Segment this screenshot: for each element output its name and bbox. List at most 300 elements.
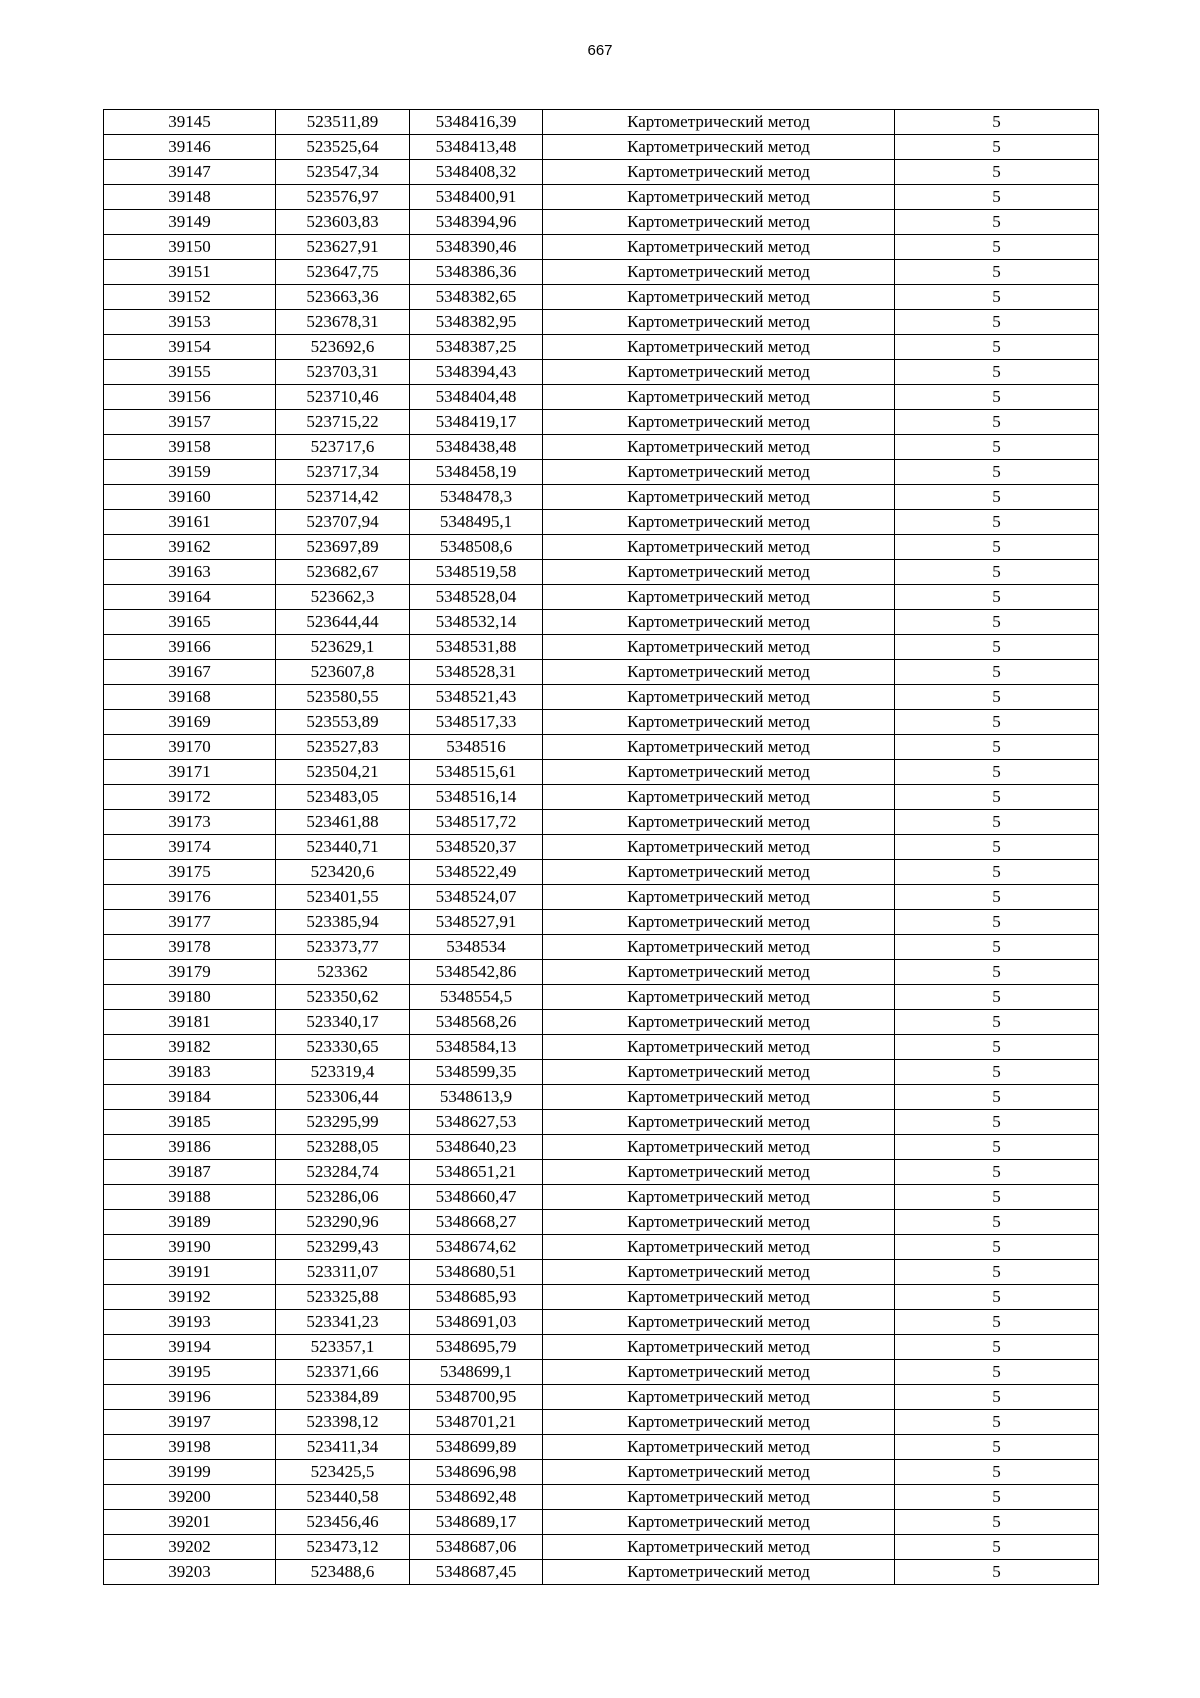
method-cell: Картометрический метод xyxy=(543,610,895,635)
point-number-cell: 39203 xyxy=(104,1560,276,1585)
point-number-cell: 39153 xyxy=(104,310,276,335)
point-number-cell: 39182 xyxy=(104,1035,276,1060)
x-coordinate-cell: 523607,8 xyxy=(276,660,410,685)
x-coordinate-cell: 523330,65 xyxy=(276,1035,410,1060)
table-row xyxy=(104,1210,1099,1235)
point-number-cell: 39172 xyxy=(104,785,276,810)
y-coordinate-cell: 5348404,48 xyxy=(410,385,543,410)
x-coordinate-cell: 523703,31 xyxy=(276,360,410,385)
accuracy-cell: 5 xyxy=(895,160,1099,185)
point-number-cell: 39160 xyxy=(104,485,276,510)
method-cell: Картометрический метод xyxy=(543,835,895,860)
table-row xyxy=(104,1510,1099,1535)
point-number-cell: 39175 xyxy=(104,860,276,885)
x-coordinate-cell: 523644,44 xyxy=(276,610,410,635)
y-coordinate-cell: 5348701,21 xyxy=(410,1410,543,1435)
y-coordinate-cell: 5348458,19 xyxy=(410,460,543,485)
x-coordinate-cell: 523473,12 xyxy=(276,1535,410,1560)
table-row xyxy=(104,1535,1099,1560)
table-row xyxy=(104,1060,1099,1085)
point-number-cell: 39188 xyxy=(104,1185,276,1210)
accuracy-cell: 5 xyxy=(895,785,1099,810)
point-number-cell: 39167 xyxy=(104,660,276,685)
x-coordinate-cell: 523580,55 xyxy=(276,685,410,710)
point-number-cell: 39156 xyxy=(104,385,276,410)
point-number-cell: 39194 xyxy=(104,1335,276,1360)
accuracy-cell: 5 xyxy=(895,1360,1099,1385)
accuracy-cell: 5 xyxy=(895,235,1099,260)
y-coordinate-cell: 5348495,1 xyxy=(410,510,543,535)
x-coordinate-cell: 523525,64 xyxy=(276,135,410,160)
x-coordinate-cell: 523411,34 xyxy=(276,1435,410,1460)
method-cell: Картометрический метод xyxy=(543,910,895,935)
accuracy-cell: 5 xyxy=(895,935,1099,960)
method-cell: Картометрический метод xyxy=(543,1110,895,1135)
table-row xyxy=(104,1410,1099,1435)
y-coordinate-cell: 5348542,86 xyxy=(410,960,543,985)
x-coordinate-cell: 523385,94 xyxy=(276,910,410,935)
x-coordinate-cell: 523288,05 xyxy=(276,1135,410,1160)
table-row xyxy=(104,1035,1099,1060)
method-cell: Картометрический метод xyxy=(543,110,895,135)
table-row xyxy=(104,235,1099,260)
coordinates-table xyxy=(103,109,1099,1585)
accuracy-cell: 5 xyxy=(895,210,1099,235)
x-coordinate-cell: 523371,66 xyxy=(276,1360,410,1385)
point-number-cell: 39163 xyxy=(104,560,276,585)
accuracy-cell: 5 xyxy=(895,1260,1099,1285)
method-cell: Картометрический метод xyxy=(543,360,895,385)
method-cell: Картометрический метод xyxy=(543,435,895,460)
point-number-cell: 39189 xyxy=(104,1210,276,1235)
y-coordinate-cell: 5348478,3 xyxy=(410,485,543,510)
accuracy-cell: 5 xyxy=(895,685,1099,710)
y-coordinate-cell: 5348419,17 xyxy=(410,410,543,435)
accuracy-cell: 5 xyxy=(895,1035,1099,1060)
y-coordinate-cell: 5348382,95 xyxy=(410,310,543,335)
y-coordinate-cell: 5348668,27 xyxy=(410,1210,543,1235)
point-number-cell: 39180 xyxy=(104,985,276,1010)
table-row xyxy=(104,385,1099,410)
table-row xyxy=(104,1285,1099,1310)
point-number-cell: 39176 xyxy=(104,885,276,910)
y-coordinate-cell: 5348382,65 xyxy=(410,285,543,310)
y-coordinate-cell: 5348528,31 xyxy=(410,660,543,685)
x-coordinate-cell: 523714,42 xyxy=(276,485,410,510)
table-row xyxy=(104,560,1099,585)
point-number-cell: 39170 xyxy=(104,735,276,760)
y-coordinate-cell: 5348651,21 xyxy=(410,1160,543,1185)
y-coordinate-cell: 5348528,04 xyxy=(410,585,543,610)
x-coordinate-cell: 523295,99 xyxy=(276,1110,410,1135)
table-row xyxy=(104,1010,1099,1035)
point-number-cell: 39162 xyxy=(104,535,276,560)
point-number-cell: 39154 xyxy=(104,335,276,360)
accuracy-cell: 5 xyxy=(895,1385,1099,1410)
method-cell: Картометрический метод xyxy=(543,385,895,410)
table-row xyxy=(104,860,1099,885)
x-coordinate-cell: 523311,07 xyxy=(276,1260,410,1285)
table-row xyxy=(104,285,1099,310)
x-coordinate-cell: 523715,22 xyxy=(276,410,410,435)
x-coordinate-cell: 523527,83 xyxy=(276,735,410,760)
y-coordinate-cell: 5348516,14 xyxy=(410,785,543,810)
y-coordinate-cell: 5348516 xyxy=(410,735,543,760)
table-row xyxy=(104,685,1099,710)
point-number-cell: 39197 xyxy=(104,1410,276,1435)
accuracy-cell: 5 xyxy=(895,1085,1099,1110)
table-row xyxy=(104,485,1099,510)
x-coordinate-cell: 523488,6 xyxy=(276,1560,410,1585)
y-coordinate-cell: 5348534 xyxy=(410,935,543,960)
x-coordinate-cell: 523603,83 xyxy=(276,210,410,235)
accuracy-cell: 5 xyxy=(895,1435,1099,1460)
x-coordinate-cell: 523325,88 xyxy=(276,1285,410,1310)
x-coordinate-cell: 523420,6 xyxy=(276,860,410,885)
method-cell: Картометрический метод xyxy=(543,185,895,210)
y-coordinate-cell: 5348524,07 xyxy=(410,885,543,910)
table-row xyxy=(104,1110,1099,1135)
accuracy-cell: 5 xyxy=(895,285,1099,310)
x-coordinate-cell: 523707,94 xyxy=(276,510,410,535)
x-coordinate-cell: 523483,05 xyxy=(276,785,410,810)
y-coordinate-cell: 5348520,37 xyxy=(410,835,543,860)
x-coordinate-cell: 523682,67 xyxy=(276,560,410,585)
point-number-cell: 39155 xyxy=(104,360,276,385)
y-coordinate-cell: 5348390,46 xyxy=(410,235,543,260)
y-coordinate-cell: 5348522,49 xyxy=(410,860,543,885)
point-number-cell: 39186 xyxy=(104,1135,276,1160)
x-coordinate-cell: 523504,21 xyxy=(276,760,410,785)
accuracy-cell: 5 xyxy=(895,1010,1099,1035)
x-coordinate-cell: 523629,1 xyxy=(276,635,410,660)
table-row xyxy=(104,985,1099,1010)
y-coordinate-cell: 5348696,98 xyxy=(410,1460,543,1485)
accuracy-cell: 5 xyxy=(895,710,1099,735)
y-coordinate-cell: 5348527,91 xyxy=(410,910,543,935)
y-coordinate-cell: 5348692,48 xyxy=(410,1485,543,1510)
table-row xyxy=(104,210,1099,235)
accuracy-cell: 5 xyxy=(895,635,1099,660)
y-coordinate-cell: 5348689,17 xyxy=(410,1510,543,1535)
accuracy-cell: 5 xyxy=(895,810,1099,835)
method-cell: Картометрический метод xyxy=(543,1410,895,1435)
y-coordinate-cell: 5348640,23 xyxy=(410,1135,543,1160)
accuracy-cell: 5 xyxy=(895,1535,1099,1560)
table-row xyxy=(104,810,1099,835)
y-coordinate-cell: 5348568,26 xyxy=(410,1010,543,1035)
point-number-cell: 39171 xyxy=(104,760,276,785)
method-cell: Картометрический метод xyxy=(543,685,895,710)
method-cell: Картометрический метод xyxy=(543,1510,895,1535)
point-number-cell: 39161 xyxy=(104,510,276,535)
y-coordinate-cell: 5348687,45 xyxy=(410,1560,543,1585)
point-number-cell: 39151 xyxy=(104,260,276,285)
method-cell: Картометрический метод xyxy=(543,285,895,310)
x-coordinate-cell: 523401,55 xyxy=(276,885,410,910)
point-number-cell: 39169 xyxy=(104,710,276,735)
y-coordinate-cell: 5348599,35 xyxy=(410,1060,543,1085)
table-row xyxy=(104,1485,1099,1510)
accuracy-cell: 5 xyxy=(895,1160,1099,1185)
table-row xyxy=(104,610,1099,635)
table-row xyxy=(104,960,1099,985)
accuracy-cell: 5 xyxy=(895,510,1099,535)
x-coordinate-cell: 523553,89 xyxy=(276,710,410,735)
method-cell: Картометрический метод xyxy=(543,1335,895,1360)
point-number-cell: 39192 xyxy=(104,1285,276,1310)
y-coordinate-cell: 5348394,43 xyxy=(410,360,543,385)
table-row xyxy=(104,935,1099,960)
table-row xyxy=(104,1360,1099,1385)
accuracy-cell: 5 xyxy=(895,185,1099,210)
y-coordinate-cell: 5348584,13 xyxy=(410,1035,543,1060)
method-cell: Картометрический метод xyxy=(543,1560,895,1585)
y-coordinate-cell: 5348699,89 xyxy=(410,1435,543,1460)
x-coordinate-cell: 523547,34 xyxy=(276,160,410,185)
point-number-cell: 39150 xyxy=(104,235,276,260)
method-cell: Картометрический метод xyxy=(543,1185,895,1210)
method-cell: Картометрический метод xyxy=(543,1010,895,1035)
accuracy-cell: 5 xyxy=(895,410,1099,435)
y-coordinate-cell: 5348515,61 xyxy=(410,760,543,785)
accuracy-cell: 5 xyxy=(895,1485,1099,1510)
point-number-cell: 39196 xyxy=(104,1385,276,1410)
point-number-cell: 39174 xyxy=(104,835,276,860)
y-coordinate-cell: 5348627,53 xyxy=(410,1110,543,1135)
x-coordinate-cell: 523357,1 xyxy=(276,1335,410,1360)
method-cell: Картометрический метод xyxy=(543,1485,895,1510)
point-number-cell: 39199 xyxy=(104,1460,276,1485)
x-coordinate-cell: 523576,97 xyxy=(276,185,410,210)
accuracy-cell: 5 xyxy=(895,435,1099,460)
table-row xyxy=(104,1460,1099,1485)
page-number: 667 xyxy=(587,42,613,59)
point-number-cell: 39195 xyxy=(104,1360,276,1385)
accuracy-cell: 5 xyxy=(895,610,1099,635)
method-cell: Картометрический метод xyxy=(543,1160,895,1185)
method-cell: Картометрический метод xyxy=(543,310,895,335)
point-number-cell: 39200 xyxy=(104,1485,276,1510)
method-cell: Картометрический метод xyxy=(543,785,895,810)
table-row xyxy=(104,835,1099,860)
accuracy-cell: 5 xyxy=(895,1110,1099,1135)
method-cell: Картометрический метод xyxy=(543,1285,895,1310)
point-number-cell: 39185 xyxy=(104,1110,276,1135)
accuracy-cell: 5 xyxy=(895,1185,1099,1210)
method-cell: Картометрический метод xyxy=(543,135,895,160)
table-row xyxy=(104,635,1099,660)
table-row xyxy=(104,885,1099,910)
point-number-cell: 39181 xyxy=(104,1010,276,1035)
y-coordinate-cell: 5348687,06 xyxy=(410,1535,543,1560)
method-cell: Картометрический метод xyxy=(543,985,895,1010)
x-coordinate-cell: 523362 xyxy=(276,960,410,985)
x-coordinate-cell: 523678,31 xyxy=(276,310,410,335)
accuracy-cell: 5 xyxy=(895,335,1099,360)
y-coordinate-cell: 5348680,51 xyxy=(410,1260,543,1285)
method-cell: Картометрический метод xyxy=(543,760,895,785)
y-coordinate-cell: 5348408,32 xyxy=(410,160,543,185)
accuracy-cell: 5 xyxy=(895,1310,1099,1335)
accuracy-cell: 5 xyxy=(895,110,1099,135)
table-row xyxy=(104,460,1099,485)
table-row xyxy=(104,1310,1099,1335)
accuracy-cell: 5 xyxy=(895,760,1099,785)
table-row xyxy=(104,1260,1099,1285)
x-coordinate-cell: 523341,23 xyxy=(276,1310,410,1335)
point-number-cell: 39157 xyxy=(104,410,276,435)
table-row xyxy=(104,660,1099,685)
method-cell: Картометрический метод xyxy=(543,1235,895,1260)
method-cell: Картометрический метод xyxy=(543,160,895,185)
method-cell: Картометрический метод xyxy=(543,1035,895,1060)
table-row xyxy=(104,1435,1099,1460)
method-cell: Картометрический метод xyxy=(543,260,895,285)
x-coordinate-cell: 523717,6 xyxy=(276,435,410,460)
method-cell: Картометрический метод xyxy=(543,1260,895,1285)
y-coordinate-cell: 5348691,03 xyxy=(410,1310,543,1335)
method-cell: Картометрический метод xyxy=(543,960,895,985)
method-cell: Картометрический метод xyxy=(543,560,895,585)
table-row xyxy=(104,260,1099,285)
method-cell: Картометрический метод xyxy=(543,1310,895,1335)
x-coordinate-cell: 523647,75 xyxy=(276,260,410,285)
y-coordinate-cell: 5348416,39 xyxy=(410,110,543,135)
accuracy-cell: 5 xyxy=(895,385,1099,410)
table-row xyxy=(104,1135,1099,1160)
table-row xyxy=(104,510,1099,535)
y-coordinate-cell: 5348660,47 xyxy=(410,1185,543,1210)
y-coordinate-cell: 5348508,6 xyxy=(410,535,543,560)
point-number-cell: 39164 xyxy=(104,585,276,610)
x-coordinate-cell: 523697,89 xyxy=(276,535,410,560)
table-row xyxy=(104,1160,1099,1185)
y-coordinate-cell: 5348413,48 xyxy=(410,135,543,160)
accuracy-cell: 5 xyxy=(895,910,1099,935)
y-coordinate-cell: 5348532,14 xyxy=(410,610,543,635)
method-cell: Картометрический метод xyxy=(543,1135,895,1160)
method-cell: Картометрический метод xyxy=(543,635,895,660)
accuracy-cell: 5 xyxy=(895,460,1099,485)
table-row xyxy=(104,585,1099,610)
point-number-cell: 39183 xyxy=(104,1060,276,1085)
method-cell: Картометрический метод xyxy=(543,1460,895,1485)
method-cell: Картометрический метод xyxy=(543,710,895,735)
x-coordinate-cell: 523663,36 xyxy=(276,285,410,310)
point-number-cell: 39158 xyxy=(104,435,276,460)
x-coordinate-cell: 523290,96 xyxy=(276,1210,410,1235)
point-number-cell: 39147 xyxy=(104,160,276,185)
accuracy-cell: 5 xyxy=(895,1510,1099,1535)
x-coordinate-cell: 523692,6 xyxy=(276,335,410,360)
table-row xyxy=(104,435,1099,460)
point-number-cell: 39178 xyxy=(104,935,276,960)
accuracy-cell: 5 xyxy=(895,1460,1099,1485)
table-row xyxy=(104,1335,1099,1360)
accuracy-cell: 5 xyxy=(895,1285,1099,1310)
table-row xyxy=(104,735,1099,760)
accuracy-cell: 5 xyxy=(895,360,1099,385)
table-row xyxy=(104,135,1099,160)
x-coordinate-cell: 523299,43 xyxy=(276,1235,410,1260)
point-number-cell: 39193 xyxy=(104,1310,276,1335)
accuracy-cell: 5 xyxy=(895,1560,1099,1585)
x-coordinate-cell: 523319,4 xyxy=(276,1060,410,1085)
x-coordinate-cell: 523710,46 xyxy=(276,385,410,410)
y-coordinate-cell: 5348685,93 xyxy=(410,1285,543,1310)
table-row xyxy=(104,760,1099,785)
point-number-cell: 39159 xyxy=(104,460,276,485)
method-cell: Картометрический метод xyxy=(543,1060,895,1085)
method-cell: Картометрический метод xyxy=(543,885,895,910)
method-cell: Картометрический метод xyxy=(543,1535,895,1560)
x-coordinate-cell: 523350,62 xyxy=(276,985,410,1010)
method-cell: Картометрический метод xyxy=(543,735,895,760)
x-coordinate-cell: 523511,89 xyxy=(276,110,410,135)
point-number-cell: 39146 xyxy=(104,135,276,160)
accuracy-cell: 5 xyxy=(895,660,1099,685)
x-coordinate-cell: 523461,88 xyxy=(276,810,410,835)
method-cell: Картометрический метод xyxy=(543,810,895,835)
x-coordinate-cell: 523662,3 xyxy=(276,585,410,610)
point-number-cell: 39190 xyxy=(104,1235,276,1260)
point-number-cell: 39184 xyxy=(104,1085,276,1110)
accuracy-cell: 5 xyxy=(895,485,1099,510)
method-cell: Картометрический метод xyxy=(543,410,895,435)
method-cell: Картометрический метод xyxy=(543,535,895,560)
method-cell: Картометрический метод xyxy=(543,935,895,960)
table-row xyxy=(104,110,1099,135)
table-row xyxy=(104,335,1099,360)
table-row xyxy=(104,1235,1099,1260)
x-coordinate-cell: 523456,46 xyxy=(276,1510,410,1535)
method-cell: Картометрический метод xyxy=(543,585,895,610)
table-row xyxy=(104,535,1099,560)
accuracy-cell: 5 xyxy=(895,1235,1099,1260)
x-coordinate-cell: 523440,71 xyxy=(276,835,410,860)
table-row xyxy=(104,310,1099,335)
method-cell: Картометрический метод xyxy=(543,1385,895,1410)
method-cell: Картометрический метод xyxy=(543,335,895,360)
point-number-cell: 39202 xyxy=(104,1535,276,1560)
y-coordinate-cell: 5348387,25 xyxy=(410,335,543,360)
table-row xyxy=(104,410,1099,435)
accuracy-cell: 5 xyxy=(895,1135,1099,1160)
x-coordinate-cell: 523384,89 xyxy=(276,1385,410,1410)
x-coordinate-cell: 523627,91 xyxy=(276,235,410,260)
accuracy-cell: 5 xyxy=(895,260,1099,285)
method-cell: Картометрический метод xyxy=(543,860,895,885)
x-coordinate-cell: 523717,34 xyxy=(276,460,410,485)
table-row xyxy=(104,785,1099,810)
method-cell: Картометрический метод xyxy=(543,1435,895,1460)
point-number-cell: 39191 xyxy=(104,1260,276,1285)
y-coordinate-cell: 5348521,43 xyxy=(410,685,543,710)
table-row xyxy=(104,1185,1099,1210)
point-number-cell: 39166 xyxy=(104,635,276,660)
point-number-cell: 39165 xyxy=(104,610,276,635)
accuracy-cell: 5 xyxy=(895,310,1099,335)
table-row xyxy=(104,910,1099,935)
coordinates-table-body xyxy=(104,110,1099,1585)
point-number-cell: 39168 xyxy=(104,685,276,710)
accuracy-cell: 5 xyxy=(895,535,1099,560)
method-cell: Картометрический метод xyxy=(543,1085,895,1110)
y-coordinate-cell: 5348700,95 xyxy=(410,1385,543,1410)
accuracy-cell: 5 xyxy=(895,1410,1099,1435)
method-cell: Картометрический метод xyxy=(543,485,895,510)
